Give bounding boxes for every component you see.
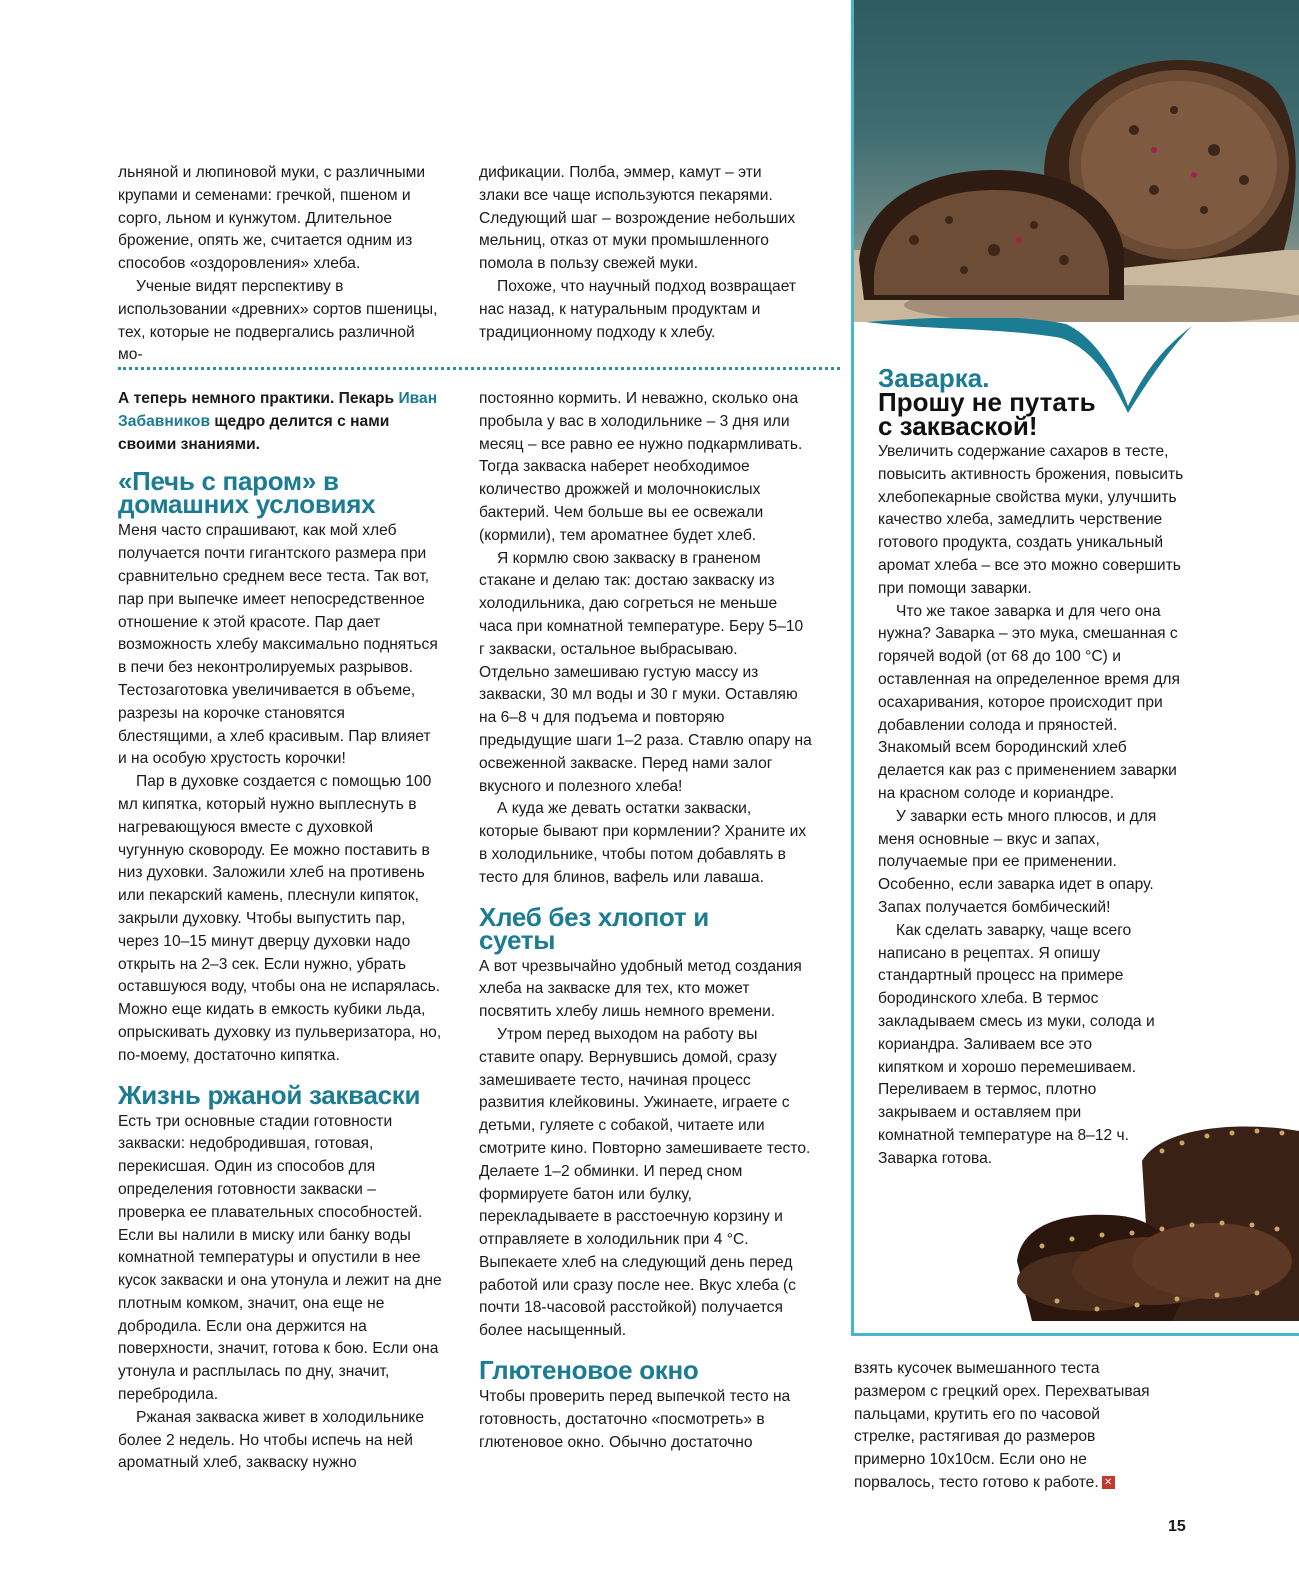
paragraph: Как сделать заварку, чаще всего написано в рецептах. Я опишу стандартный процесс на примере бородинского хлеба. В термос закладываем смесь из муки, солода и кориандра. Заливаем все это кипятком и хорошо перемешиваем. Переливаем в термос, плотно закрываем и оставляем при комнатной температуре на 8–12 ч. Заварка готова. <box>878 921 1155 1167</box>
end-mark-icon: ✕ <box>1102 1476 1115 1489</box>
paragraph-text: взять кусочек вымешанного теста размером с грецкий орех. Перехватывая пальцами, крутить его по часовой стрелке, растягивая до размеров примерно 10х10см. Если оно не порвалось, тесто готово к работе. <box>854 1360 1150 1491</box>
bread-photo <box>854 0 1299 322</box>
paragraph: Чтобы проверить перед выпечкой тесто на готовность, достаточно «посмотреть» в глютеновое окно. Обычно достаточно <box>479 1388 791 1451</box>
paragraph: льняной и люпиновой муки, с различными крупами и семенами: гречкой, пшеном и сорго, льном и кунжутом. Длительное брожение, опять же, считается одним из способов «оздоровления» хлеба. <box>118 164 426 273</box>
top-right-column <box>479 162 804 344</box>
paragraph: Ученые видят перспективу в использовании «древних» сортов пшеницы, тех, которые не подвергались различной мо- <box>118 277 438 364</box>
paragraph: дификации. Полба, эммер, камут – эти злаки все чаще используются пекарями. Следующий шаг – возрождение небольших мельниц, отказ от муки промышленного помола в пользу свежей муки. <box>479 164 796 273</box>
section-heading-easy: Хлеб без хлопот и суеты <box>479 901 709 955</box>
paragraph: А куда же девать остатки закваски, которые бывают при кормлении? Храните их в холодильнике, чтобы потом добавлять в тесто для блинов, вафель или лаваша. <box>479 800 807 886</box>
paragraph: постоянно кормить. И неважно, сколько она пробыла у вас в холодильнике – 3 дня или месяц – все равно ее нужно подкармливать. Тогда закваска наберет необходимое количество дрожжей и молочнокислых бактерий. Чем больше вы ее освежали (кормили), тем ароматнее будет хлеб. <box>479 390 803 544</box>
paragraph: Есть три основные стадии готовности закваски: недобродившая, готовая, перекисшая. Один из способов для определения готовности закваски – проверка ее плавательных способностей. Если вы налили в миску или банку воды комнатной температуры и опустили в нее кусок закваски и она утонула и лежит на дне плотным комком, значит, она еще не добродила. Если она держится на поверхности, значит, готова к бою. Если она утонула и расплылась по дну, значит, перебродила. <box>118 1112 442 1404</box>
sidebar-title-line: Заварка. <box>878 363 990 393</box>
paragraph: А вот чрезвычайно удобный метод создания хлеба на закваске для тех, кто может посвятить хлебу лишь немного времени. <box>479 957 802 1021</box>
paragraph: У заварки есть много плюсов, и для меня основные – вкус и запах, получаемые при ее применении. Особенно, если заварка идет в опару. Запах получается бомбический! <box>878 807 1157 916</box>
borodinsky-bread-photo <box>1012 1121 1299 1333</box>
paragraph <box>854 1358 1154 1495</box>
sidebar-title-line: с закваской! <box>878 411 1038 441</box>
left-column <box>118 388 443 1475</box>
sidebar-title-line: Прошу не путать <box>878 387 1096 417</box>
paragraph: Утром перед выходом на работу вы ставите опару. Вернувшись домой, сразу замешиваете тесто, начиная процесс развития клейковины. Ужинаете, играете с детьми, гуляете с собакой, читаете или смотрите кино. Повторно замешиваете тесто. Делаете 1–2 обминки. И перед сном формируете батон или булку, перекладываете в расстоечную корзину и отправляете в холодильник при 4 °С. Выпекаете хлеб на следующий день перед работой или сразу после нее. Вкус хлеба (с почти 18-часовой расстойкой) получается более насыщенный. <box>479 1025 811 1340</box>
sidebar-title <box>878 363 1096 441</box>
paragraph: Пар в духовке создается с помощью 100 мл кипятка, который нужно выплеснуть в нагревающуюся вместе с духовкой чугунную сковороду. Ее можно поставить в низ духовки. Заложили хлеб на противень или пекарский камень, плеснули кипяток, закрыли духовку. Чтобы выпустить пар, через 10–15 минут дверцу духовки надо открыть на 2–3 сек. Если нужно, убрать оставшуюся воду, чтобы она не испарялась. Можно еще кидать в емкость кубики льда, опрыскивать духовку из пульверизатора, но, по-моему, достаточно кипятка. <box>118 773 442 1064</box>
paragraph: Меня часто спрашивают, как мой хлеб получается почти гигантского размера при сравнительно среднем весе теста. Так вот, пар при выпечке имеет непосредственное отношение к этой красоте. Пар дает возможность хлебу максимально подняться в печи без неконтролируемых разрывов. Тестозаготовка увеличивается в объеме, разрезы на корочке становятся блестящими, а хлеб красивым. Пар влияет и на особую хрустость корочки! <box>118 522 438 768</box>
paragraph: Что же такое заварка и для чего она нужна? Заварка – это мука, смешанная с горячей водой (от 68 до 100 °С) и оставленная на определенное время для осахаривания, которое происходит при добавлении солода и пряностей. Знакомый всем бородинский хлеб делается как раз с применением заварки на красном солоде и кориандре. <box>878 602 1180 802</box>
author-name: Иван Забавников <box>118 390 438 430</box>
page-number: 15 <box>1168 1518 1186 1535</box>
section-heading-gluten: Глютеновое окно <box>479 1355 699 1386</box>
bread-illustration <box>854 0 1299 322</box>
sidebar-text <box>878 441 1208 1171</box>
top-left-column <box>118 162 438 367</box>
middle-column <box>479 388 812 1454</box>
paragraph: Похоже, что научный подход возвращает нас назад, к натуральным продуктам и традиционному подходу к хлебу. <box>479 277 797 341</box>
lead-text: А теперь немного практики. Пекарь <box>118 390 399 407</box>
section-heading-rye: Жизнь ржаной закваски <box>118 1079 421 1110</box>
lead-paragraph <box>118 388 443 456</box>
bread-slices-illustration <box>1012 1121 1299 1333</box>
paragraph: Я кормлю свою закваску в граненом стакане и делаю так: достаю закваску из холодильника, даю согреться не меньше часа при комнатной температуре. Беру 5–10 г закваски, остальное выбрасываю. Отдельно замешиваю густую массу из закваски, 30 мл воды и 30 г муки. Оставляю на 6–8 ч для подъема и повторяю предыдущие шаги 1–2 раза. Ставлю опару на освеженной закваске. Перед нами залог вкусного и полезного хлеба! <box>479 549 812 795</box>
paragraph: Увеличить содержание сахаров в тесте, повысить активность брожения, повысить хлебопекарные свойства муки, улучшить качество хлеба, замедлить черствение готового продукта, создать уникальный аромат хлеба – все это можно совершить при помощи заварки. <box>878 443 1184 597</box>
paragraph: Ржаная закваска живет в холодильнике более 2 недель. Но чтобы испечь на ней ароматный хлеб, закваску нужно <box>118 1408 425 1472</box>
bottom-right-column <box>854 1358 1154 1495</box>
dotted-divider <box>118 367 840 370</box>
lead-text: щедро делится с нами своими знаниями. <box>118 412 390 453</box>
section-heading-steam: «Печь с паром» в домашних условиях <box>118 466 376 520</box>
